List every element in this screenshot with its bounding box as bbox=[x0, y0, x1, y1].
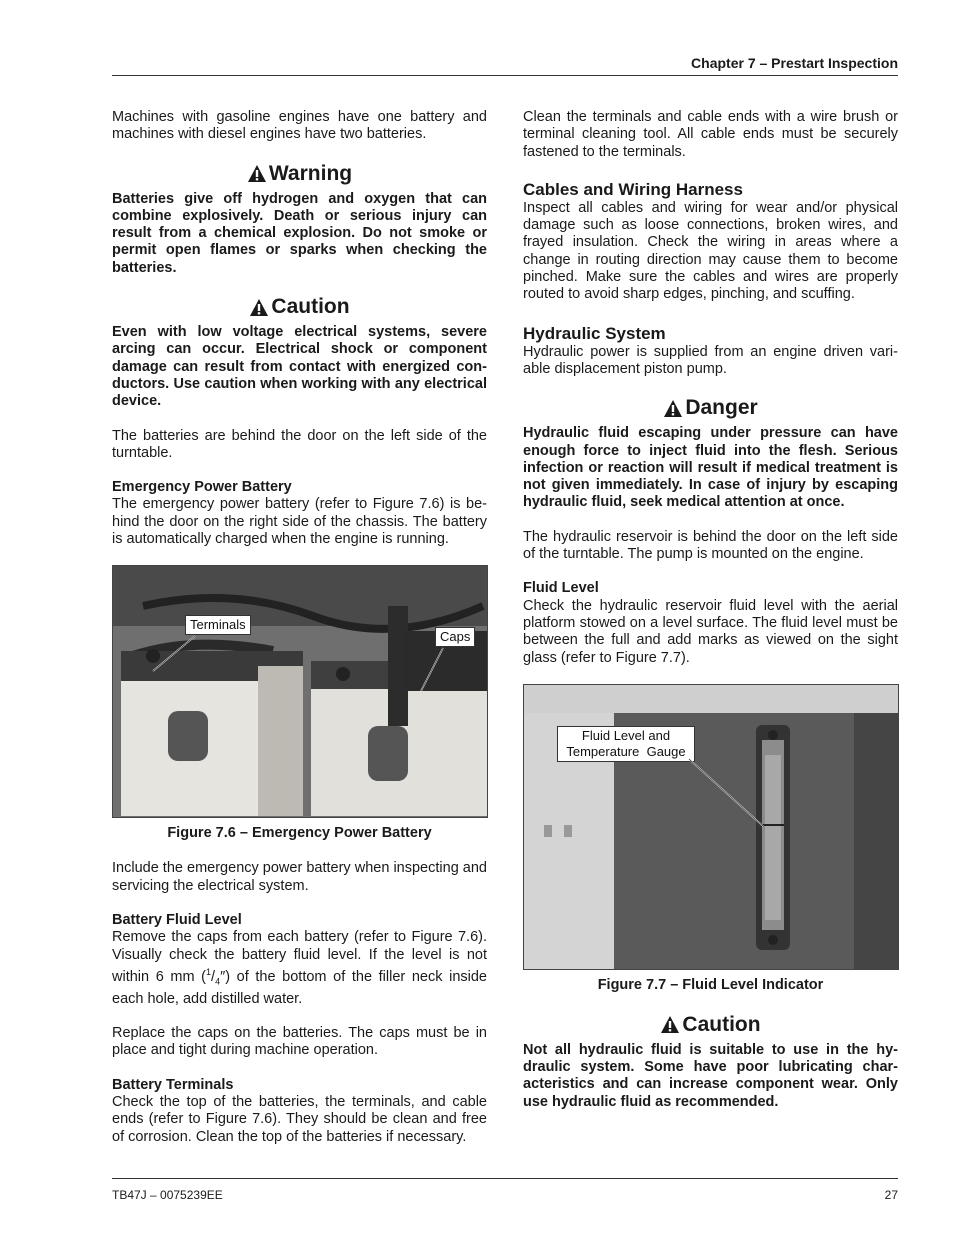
danger-triangle-icon bbox=[663, 399, 683, 418]
fluid-gauge-label-line1: Fluid Level and bbox=[581, 727, 671, 743]
fluid-level-heading: Fluid Level bbox=[523, 580, 599, 597]
page-number: 27 bbox=[884, 1188, 898, 1202]
caution-title: Caution bbox=[271, 295, 350, 319]
fluid-text-b: ″) of the bottom of the filler neck inside each hole, add distilled water. bbox=[112, 968, 487, 1007]
replace-caps-paragraph: Replace the caps on the batteries. The caps must be in place and tight during machine operation. bbox=[112, 1025, 487, 1059]
hydraulic-heading: Hydraulic System bbox=[523, 323, 666, 343]
caps-label: Caps bbox=[435, 627, 475, 647]
warning-triangle-icon bbox=[247, 164, 267, 183]
battery-photo bbox=[112, 565, 488, 818]
chapter-header: Chapter 7 – Prestart Inspection bbox=[691, 55, 898, 71]
caution-triangle-icon bbox=[660, 1015, 680, 1034]
battery-fluid-paragraph bbox=[112, 929, 487, 1008]
caution-block bbox=[112, 294, 487, 410]
warning-body: Batteries give off hydrogen and oxygen that can combine explosively. Death or serious injury can result from a chemical explosion. Do not smoke or permit open flames or sparks when checking the batteries. bbox=[112, 190, 487, 276]
fraction-separator: / bbox=[211, 968, 216, 985]
fraction-denominator: 4 bbox=[215, 976, 221, 987]
left-column bbox=[112, 109, 487, 1163]
warning-title: Warning bbox=[268, 161, 353, 185]
hydraulic-caution-title: Caution bbox=[682, 1012, 761, 1036]
warning-block bbox=[112, 161, 487, 277]
emergency-battery-heading: Emergency Power Battery bbox=[112, 479, 292, 496]
battery-fluid-heading: Battery Fluid Level bbox=[112, 911, 242, 928]
clean-terminals-paragraph: Clean the terminals and cable ends with a wire brush or terminal cleaning tool. All cable ends must be securely fastened to the terminals. bbox=[523, 109, 898, 160]
cables-paragraph: Inspect all cables and wiring for wear and/or physical damage such as loose connections, broken wires, and frayed insulation. Check the wiring in areas where a change in routing direction may cause them to become pinched. Make sure the cables and wires are properly routed to avoid sharp edges, pinching, and scuffing. bbox=[523, 199, 898, 303]
caution-body: Even with low voltage electrical systems, severe arcing can occur. Electrical shock or component damage can result from contact with energized conductors. Use caution when working with any electrical device. bbox=[112, 324, 487, 410]
fluid-indicator-photo bbox=[523, 684, 899, 970]
intro-paragraph: Machines with gasoline engines have one battery and machines with diesel engines have two batteries. bbox=[112, 109, 487, 143]
fraction-numerator: 1 bbox=[206, 966, 212, 977]
include-paragraph: Include the emergency power battery when inspecting and servicing the electrical system. bbox=[112, 860, 487, 894]
cables-heading: Cables and Wiring Harness bbox=[523, 179, 743, 199]
danger-block bbox=[523, 395, 898, 511]
caution-triangle-icon bbox=[249, 298, 269, 317]
danger-title: Danger bbox=[685, 396, 758, 420]
figure-7-6-caption: Figure 7.6 – Emergency Power Battery bbox=[167, 825, 432, 842]
figure-7-7-caption: Figure 7.7 – Fluid Level Indicator bbox=[597, 976, 824, 993]
right-column bbox=[523, 109, 898, 1128]
reservoir-paragraph: The hydraulic reservoir is behind the door on the left side of the turntable. The pump is mounted on the engine. bbox=[523, 528, 898, 563]
header-rule bbox=[112, 75, 898, 76]
callout-leader-lines bbox=[113, 566, 487, 817]
hydraulic-paragraph: Hydraulic power is supplied from an engine driven variable displacement piston pump. bbox=[523, 343, 898, 377]
document-id: TB47J – 0075239EE bbox=[112, 1188, 223, 1202]
fluid-text-a: Remove the caps from each battery (refer to Figure 7.6). Visually check the battery fluid level. If the level is not within 6 mm ( bbox=[112, 929, 487, 985]
hydraulic-caution-block bbox=[523, 1012, 898, 1111]
emergency-battery-paragraph: The emergency power battery (refer to Figure 7.6) is behind the door on the right side of the chassis. The battery is automatically charged when the engine is running. bbox=[112, 496, 487, 548]
hydraulic-caution-body: Not all hydraulic fluid is suitable to use in the hydraulic system. Some have poor lubricating characteristics and can increase component wear. Only use hydraulic fluid as recommended. bbox=[523, 1041, 898, 1110]
fluid-gauge-label-line2: Temperature Gauge bbox=[566, 743, 686, 759]
danger-body: Hydraulic fluid escaping under pressure can have enough force to inject fluid into the flesh. Serious infection or reaction will result if medical treatment is not given immediately. In case of injury by escaping hydraulic fluid, seek medical attention at once. bbox=[523, 425, 898, 511]
footer-rule bbox=[112, 1178, 898, 1179]
fluid-level-paragraph: Check the hydraulic reservoir fluid level with the aerial platform stowed on a level surface. The fluid level must be between the full and add marks as viewed on the sight glass (refer to Figure 7.7). bbox=[523, 597, 898, 666]
battery-terminals-heading: Battery Terminals bbox=[112, 1076, 234, 1093]
battery-location-paragraph: The batteries are behind the door on the left side of the turntable. bbox=[112, 427, 487, 461]
battery-terminals-paragraph: Check the top of the batteries, the terminals, and cable ends (refer to Figure 7.6). They should be clean and free of corrosion. Clean the top of the batteries if necessary. bbox=[112, 1094, 487, 1145]
fluid-callout-leader-line bbox=[524, 685, 898, 969]
terminals-label: Terminals bbox=[185, 615, 251, 635]
